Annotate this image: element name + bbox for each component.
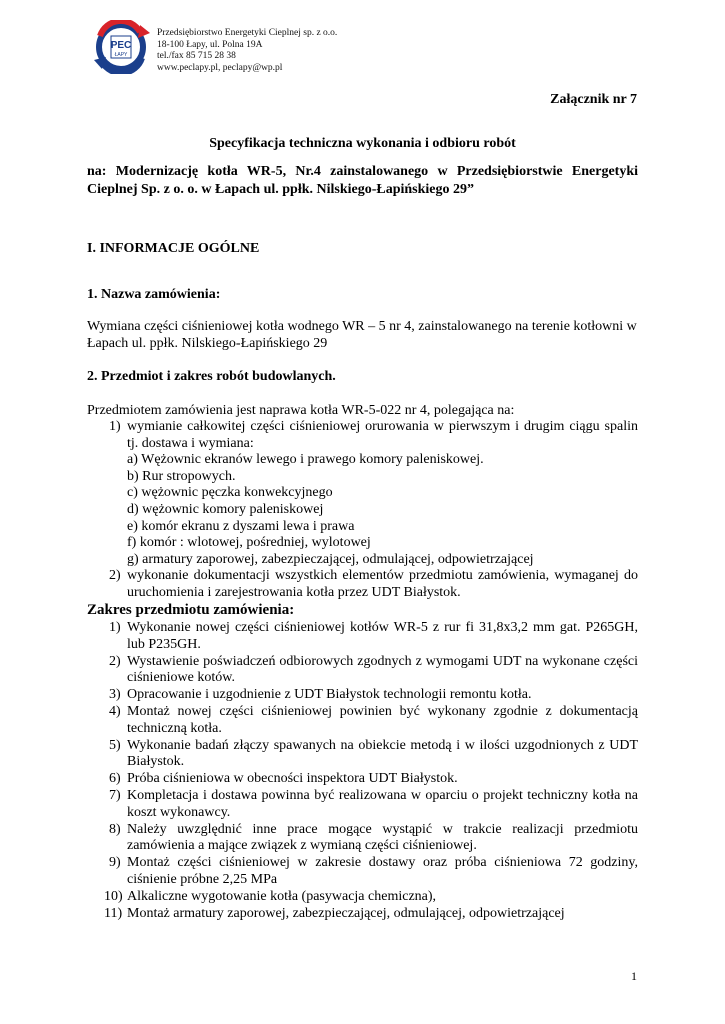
list-item-number: 3)	[109, 687, 121, 703]
attachment-label: Załącznik nr 7	[550, 92, 637, 107]
list-item	[87, 620, 638, 654]
list-item-number: 7)	[109, 787, 121, 803]
list-item	[87, 419, 638, 452]
company-address: 18-100 Łapy, ul. Polna 19A	[157, 39, 263, 50]
list-item-text: Montaż części ciśnieniowej w zakresie dostawy oraz próba ciśnieniowa 72 godziny, ciśnienie próbne 2,25 MPa	[127, 855, 638, 887]
list-item	[87, 738, 638, 772]
list-item-number: 1)	[109, 620, 121, 635]
list-item-number: 2)	[109, 568, 121, 584]
logo-text: PEC	[110, 40, 132, 51]
list-item	[87, 906, 638, 923]
sublist-item: c) wężownic pęczka konwekcyjnego	[127, 485, 333, 501]
sublist-item: f) komór : wlotowej, pośredniej, wylotowej	[127, 535, 371, 551]
list-item	[87, 704, 638, 738]
list-item	[87, 788, 638, 822]
document-title: Specyfikacja techniczna wykonania i odbioru robót	[209, 136, 516, 151]
list-item	[87, 889, 638, 906]
scope-sublist	[87, 452, 638, 568]
list-item	[87, 654, 638, 688]
list-item	[87, 855, 638, 889]
pec-logo-icon	[92, 20, 154, 74]
list-item-text: Próba ciśnieniowa w obecności inspektora UDT Białystok.	[127, 771, 458, 787]
list-item-number: 8)	[109, 821, 121, 837]
list-item-text: Opracowanie i uzgodnienie z UDT Białystok technologii remontu kotła.	[127, 687, 532, 703]
order-name-text: Wymiana części ciśnieniowej kotła wodnego WR – 5 nr 4, zainstalowanego na terenie kotłowni w Łapach ul. ppłk. Nilskiego-Łapińskiego 29	[87, 319, 637, 351]
list-item-text: Alkaliczne wygotowanie kotła (pasywacja chemiczna),	[127, 888, 437, 904]
list-item-number: 9)	[109, 855, 121, 871]
list-item-number: 2)	[109, 653, 121, 669]
page-number: 1	[631, 969, 637, 983]
scope-list	[87, 419, 638, 602]
scope-intro: Przedmiotem zamówienia jest naprawa kotła WR-5-022 nr 4, polegająca na:	[87, 403, 515, 418]
list-item-text: Wystawienie poświadczeń odbiorowych zgodnych z wymogami UDT na wykonane części ciśnieniowe kotów.	[127, 653, 638, 686]
list-item-text: wymianie całkowitej części ciśnieniowej orurowania w pierwszym i drugim ciągu spalin tj. dostawa i wymiana:	[127, 419, 638, 451]
list-item-text: Montaż armatury zaporowej, zabezpieczającej, odmulającej, odpowietrzającej	[127, 905, 565, 921]
company-phone: tel./fax 85 715 28 38	[157, 51, 236, 61]
list-item-text: Wykonanie badań złączy spawanych na obiekcie metodą i w ilości uzgodnionych z UDT Białystok.	[127, 737, 638, 770]
document-subject: na: Modernizację kotła WR-5, Nr.4 zainstalowanego w Przedsiębiorstwie Energetyki Cieplnej Sp. z o. o. w Łapach ul. ppłk. Nilskiego-Łapińskiego 29”	[87, 164, 638, 197]
list-item-number: 6)	[109, 771, 121, 787]
sublist-item: g) armatury zaporowej, zabezpieczającej, odmulającej, odpowietrzającej	[127, 551, 534, 567]
list-item	[87, 687, 638, 704]
list-item-number: 5)	[109, 737, 121, 753]
sublist-item: a) Wężownic ekranów lewego i prawego komory paleniskowej.	[127, 452, 484, 468]
list-item-text: Wykonanie nowej części ciśnieniowej kotłów WR-5 z rur fi 31,8x3,2 mm gat. P265GH, lub P235GH.	[127, 620, 638, 652]
company-name: Przedsiębiorstwo Energetyki Cieplnej sp. z o.o.	[157, 28, 338, 38]
list-item-number: 10)	[104, 888, 123, 904]
sublist-item: e) komór ekranu z dyszami lewa i prawa	[127, 518, 355, 534]
list-item-number: 4)	[109, 703, 121, 719]
sublist-item: d) wężownic komory paleniskowej	[127, 501, 324, 517]
sublist-item: b) Rur stropowych.	[127, 468, 236, 484]
list-item-text: wykonanie dokumentacji wszystkich elementów przedmiotu zamówienia, wymaganej do uruchomienia i zarejestrowania kotła przez UDT Białystok.	[127, 568, 638, 600]
list-item	[87, 771, 638, 788]
list-item-text: Kompletacja i dostawa powinna być realizowana w oparciu o projekt techniczny kotła na koszt wykonawcy.	[127, 787, 638, 820]
list-item-number: 1)	[109, 419, 121, 434]
heading-order-name: 1. Nazwa zamówienia:	[87, 287, 221, 302]
logo	[92, 20, 154, 74]
company-info	[157, 28, 337, 74]
logo-sub-text: ŁAPY	[114, 52, 128, 58]
heading-scope: 2. Przedmiot i zakres robót budowlanych.	[87, 369, 336, 384]
list-item	[87, 568, 638, 601]
heading-order-scope: Zakres przedmiotu zamówienia:	[87, 602, 295, 618]
list-item-number: 11)	[104, 905, 123, 921]
order-scope-list	[87, 620, 638, 922]
company-web-email: www.peclapy.pl, peclapy@wp.pl	[157, 62, 283, 73]
list-item	[87, 822, 638, 856]
section-heading-general: I. INFORMACJE OGÓLNE	[87, 241, 260, 256]
list-item-text: Montaż nowej części ciśnieniowej powinien być wykonany zgodnie z dokumentacją techniczną kotła.	[127, 703, 638, 736]
list-item-text: Należy uwzględnić inne prace mogące wystąpić w trakcie realizacji przedmiotu zamówienia a mające związek z wymianą części ciśnieniowej.	[127, 821, 638, 854]
